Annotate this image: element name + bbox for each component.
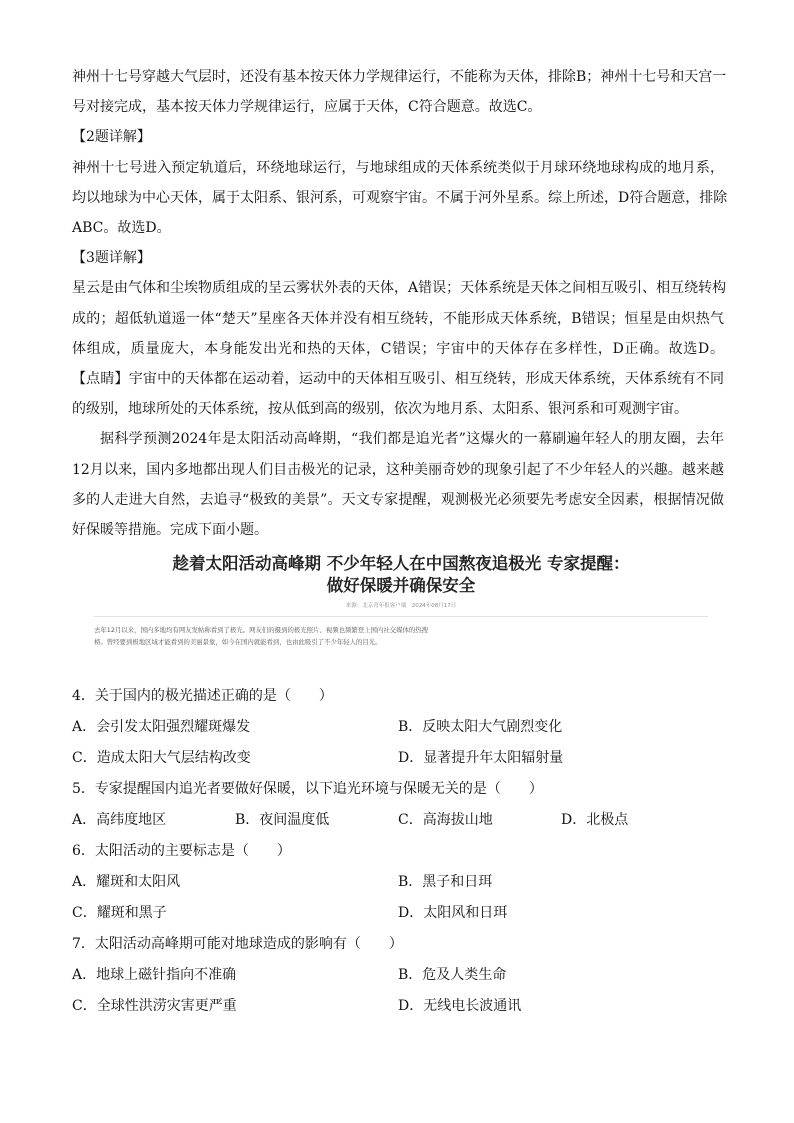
q4-option-a: A．会引发太阳强烈耀斑爆发 xyxy=(72,719,251,736)
q4-option-d: D．显著提升年太阳辐射量 xyxy=(398,750,564,767)
para1-line2: 号对接完成，基本按天体力学规律运行，应属于天体，C符合题意。故选C。 xyxy=(72,99,542,116)
q7-option-a: A．地球上磁针指向不准确 xyxy=(72,967,237,984)
q6-option-c: C．耀斑和黑子 xyxy=(72,905,167,922)
question-6-stem: 6．太阳活动的主要标志是（ ） xyxy=(72,843,291,860)
q6-option-d: D．太阳风和日珥 xyxy=(398,905,508,922)
question-4-stem: 4．关于国内的极光描述正确的是（ ） xyxy=(72,688,333,705)
question-5-options xyxy=(72,805,724,836)
news-body-text xyxy=(94,624,708,648)
news-body-line2: 榜。曾经要到极地区域才能看到的美丽景象，如今在国内就能看到，也由此吸引了不少年轻人的目光。 xyxy=(94,638,382,647)
q4-option-b: B．反映太阳大气剧烈变化 xyxy=(398,719,563,736)
intro-line4: 好保暖等措施。完成下面小题。 xyxy=(72,522,268,539)
q7-option-b: B．危及人类生命 xyxy=(398,967,507,984)
question-4-options-row2 xyxy=(72,743,724,774)
question-7-stem: 7．太阳活动高峰期可能对地球造成的影响有（ ） xyxy=(72,936,403,953)
q7-option-d: D．无线电长波通讯 xyxy=(398,998,522,1015)
news-headline-line1: 趁着太阳活动高峰期 不少年轻人在中国熬夜追极光 专家提醒： xyxy=(172,554,630,574)
para1-line1: 神州十七号穿越大气层时，还没有基本按天体力学规律运行，不能称为天体，排除B；神州十七号和天宫一 xyxy=(72,69,727,85)
question-6-options-row2 xyxy=(72,898,724,929)
document-page xyxy=(72,62,728,1022)
q6-option-b: B．黑子和日珥 xyxy=(398,874,493,891)
question-7-options-row2 xyxy=(72,991,724,1022)
tip-line2: 的级别，地球所处的天体系统，按从低到高的级别，依次为地月系、太阳系、银河系和可观测宇宙。 xyxy=(72,401,688,418)
question-7-options-row1 xyxy=(72,960,724,991)
intro-line1: 据科学预测2024年是太阳活动高峰期，“我们都是追光者”这爆火的一幕刷遍年轻人的朋友圈，去年 xyxy=(100,431,724,448)
section-heading-q2: 【2题详解】 xyxy=(72,129,151,146)
q4-option-c: C．造成太阳大气层结构改变 xyxy=(72,750,251,767)
tip-line1: 【点睛】宇宙中的天体都在运动着，运动中的天体相互吸引、相互绕转，形成天体系统，天体系统有不同 xyxy=(72,371,724,388)
q7-option-c: C．全球性洪涝灾害更严重 xyxy=(72,998,237,1015)
intro-line2: 12月以来，国内多地都出现人们目击极光的记录，这种美丽奇妙的现象引起了不少年轻人的兴趣。越来越 xyxy=(72,461,724,478)
q6-option-a: A．耀斑和太阳风 xyxy=(72,874,181,891)
q5-option-c: C．高海拔山地 xyxy=(398,812,493,829)
para2-line2: 均以地球为中心天体，属于太阳系、银河系，可观察宇宙。不属于河外星系。综上所述，D符合题意，排除 xyxy=(72,189,728,206)
news-source-date: 来源：北京青年报客户端 2024年08月17日 xyxy=(345,603,457,610)
para2-line1: 神州十七号进入预定轨道后，环绕地球运行，与地球组成的天体系统类似于月球环绕地球构成的地月系， xyxy=(72,159,724,176)
news-body-line1: 去年12月以来，国内多地均有网友发帖称看到了极光。网友们的摄到的极光照片、视频也频繁登上国内社交媒体的热搜 xyxy=(94,626,429,635)
para3-line2: 成的；超低轨道遥一体“楚天”星座各天体并没有相互绕转，不能形成天体系统，B错误；恒星是由炽热气 xyxy=(72,310,724,327)
section-heading-q3: 【3题详解】 xyxy=(72,250,151,267)
news-headline-line2: 做好保暖并确保安全 xyxy=(326,576,476,596)
para2-line3: ABC。故选D。 xyxy=(72,220,171,237)
para3-line3: 体组成，质量庞大，本身能发出光和热的天体，C错误；宇宙中的天体存在多样性，D正确。故选D。 xyxy=(72,340,724,357)
question-5-stem: 5．专家提醒国内追光者要做好保暖，以下追光环境与保暖无关的是（ ） xyxy=(72,781,543,798)
intro-line3: 多的人走进大自然，去追寻“极致的美景”。天文专家提醒，观测极光必须要先考虑安全因素，根据情况做 xyxy=(72,491,724,508)
para3-line1: 星云是由气体和尘埃物质组成的呈云雾状外表的天体，A错误；天体系统是天体之间相互吸引、相互绕转构 xyxy=(72,280,727,297)
news-clipping-image xyxy=(86,553,716,671)
q5-option-a: A．高纬度地区 xyxy=(72,812,167,829)
q5-option-b: B．夜间温度低 xyxy=(235,812,330,829)
q5-option-d: D．北极点 xyxy=(561,812,629,829)
news-divider xyxy=(94,616,708,617)
question-6-options-row1 xyxy=(72,867,724,898)
question-4-options-row1 xyxy=(72,712,724,743)
